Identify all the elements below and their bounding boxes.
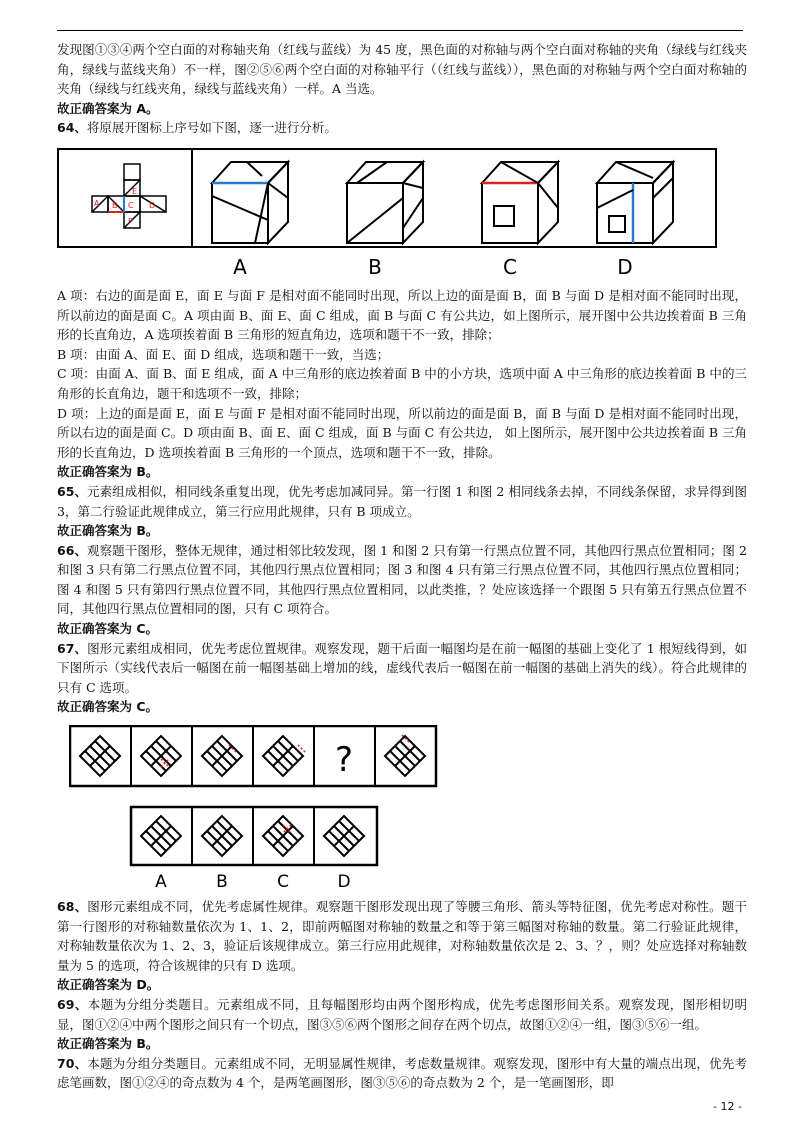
net-label-a: A <box>94 198 100 208</box>
q65-answer: 故正确答案为 B。 <box>57 523 159 539</box>
q64-answer: 故正确答案为 B。 <box>57 464 159 480</box>
cube-label-a: A <box>233 254 247 279</box>
q65-explanation: 65、元素组成相似，相同线条重复出现，优先考虑加减同异。第一行图 1 和图 2 相同线条去掉，不同线条保留，求异得到图 3，第二行验证此规律成立，第三行应用此规律，只有 B 项成立。 <box>57 483 747 519</box>
q63-answer: 故正确答案为 A。 <box>57 100 159 116</box>
q67-option-c-figure <box>263 816 303 856</box>
cube-label-d: D <box>617 254 633 279</box>
cube-label-b: B <box>368 254 382 279</box>
net-label-e: E <box>132 186 138 196</box>
q67-label-b: B <box>216 872 228 892</box>
q67-label-c: C <box>277 872 289 892</box>
q64-option-b-analysis: B 项：由面 A、面 E、面 D 组成，选项和题干一致，当选； <box>57 346 390 362</box>
cube-label-c: C <box>503 254 517 279</box>
q63-explanation: 发现图①③④两个空白面的对称轴夹角（红线与蓝线）为 45 度，黑色面的对称轴与两个空白面对称轴的夹角（绿线与红线夹角，绿线与蓝线夹角）不一样，图②⑤⑥两个空白面的对称轴平行（（红线与蓝线）），黑色面的对称轴与两个空白面对称轴的夹角（绿线与红线夹角，绿线与蓝线夹角）一样。A 当选。 <box>57 42 747 97</box>
cube-option-d <box>597 162 673 243</box>
net-label-b: B <box>112 200 118 210</box>
q67-option-b-figure <box>202 816 242 856</box>
q69-answer: 故正确答案为 B。 <box>57 1036 159 1052</box>
circled-numbers-a: ①③④ <box>94 42 133 57</box>
page-number: - 12 - <box>713 1100 742 1113</box>
q67-question-mark: ? <box>334 740 354 781</box>
q67-stem-figure-3 <box>202 736 242 776</box>
q64-option-a-analysis: A 项：右边的面是面 E，面 E 与面 F 是相对面不能同时出现，所以上边的面是面 B，面 B 与面 D 是相对面不能同时出现，所以前边的面是面 C。A 项由面 B、面 E、面 C 组成，面 B 与面 C 有公共边，如上图所示，展开图中公共边挨着面 B 三角形的长直角边，A 选项挨着面 B 三角形的短直角边，选项和题干不一致，排除； <box>57 287 747 343</box>
header-rule <box>57 30 743 31</box>
q67-label-a: A <box>155 872 167 892</box>
q68-answer: 故正确答案为 D。 <box>57 977 160 993</box>
q67-option-d-figure <box>324 816 364 856</box>
net-label-d: D <box>149 200 156 210</box>
q69-explanation: 69、本题为分组分类题目。元素组成不同，且每幅图形均由两个图形构成，优先考虑图形间关系。观察发现，图形相切明显，图①②④中两个图形之间只有一个切点，图③⑤⑥两个图形之间存在两个切点，故图①②④一组，图③⑤⑥一组。 <box>57 997 747 1032</box>
q67-option-a-figure <box>141 816 181 856</box>
q64-option-c-analysis: C 项：由面 A、面 B、面 E 组成，面 A 中三角形的底边挨着面 B 中的小方块，选项中面 A 中三角形的底边挨着面 B 中的三角形的长直角边，题干和选项不一致，排除； <box>57 366 747 401</box>
q70-explanation: 70、本题为分组分类题目。元素组成不同，无明显属性规律，考虑数量规律。观察发现，图形中有大量的端点出现，优先考虑笔画数，图①②④的奇点数为 4 个，是两笔画图形，图③⑤⑥的奇点数为 2 个，是一笔画图形，即 <box>57 1055 747 1091</box>
q67-figure <box>69 725 449 891</box>
cube-option-c <box>482 162 558 243</box>
cube-option-a <box>212 162 288 243</box>
q64-option-d-analysis: D 项：上边的面是面 E，面 E 与面 F 是相对面不能同时出现，所以前边的面是面 B，面 B 与面 D 是相对面不能同时出现，所以右边的面是面 C。D 项由面 B、面 E、面 C 组成，面 B 与面 C 有公共边， 如上图所示，展开图中公共边挨着面 B 三角形的长直角边，D 选项挨着面 B 三角形的一个顶点，选项和题干不一致，排除。 <box>57 405 747 460</box>
net-label-f: F <box>128 216 133 226</box>
q66-explanation: 66、观察题干图形，整体无规律，通过相邻比较发现，图 1 和图 2 只有第一行黑点位置不同，其他四行黑点位置相同；图 2 和图 3 只有第二行黑点位置不同，其他四行黑点位置相同；图 3 和图 4 只有第三行黑点位置不同，其他四行黑点位置相同；图 4 和图 5 只有第四行黑点位置不同，其他四行黑点位置相同，以此类推，？处应该选择一个跟图 5 只有第五行黑点位置不同，其他四行黑点位置相同的图，只有 C 项符合。 <box>57 542 747 617</box>
net-label-c: C <box>128 200 134 210</box>
q67-stem-figure-1 <box>80 736 120 776</box>
q67-label-d: D <box>337 872 351 892</box>
circled-numbers-b: ②⑤⑥ <box>246 61 285 77</box>
q66-answer: 故正确答案为 C。 <box>57 621 159 637</box>
q64-intro: 64、将原展开图标上序号如下图，逐一进行分析。 <box>57 120 337 136</box>
q68-explanation: 68、图形元素组成不同，优先考虑属性规律。观察题干图形发现出现了等腰三角形、箭头等特征图，优先考虑对称性。题干第一行图形的对称轴数量依次为 1、1、2，即前两幅图对称轴的数量之和等于第三幅图对称轴的数量。第二行验证此规律，对称轴数量依次为 1、2、3，验证后该规律成立。第三行应用此规律，对称轴数量依次是 2、3、？，则？处应选择对称轴数量为 5 的选项，符合该规律的只有 D 选项。 <box>57 899 747 973</box>
page-body <box>57 40 747 1093</box>
q67-explanation: 67、图形元素组成相同，优先考虑位置规律。观察发现，题干后面一幅图均是在前一幅图的基础上变化了 1 根短线得到，如下图所示（实线代表后一幅图在前一幅图基础上增加的线，虚线代表后一幅图在前一幅图的基础上消失的线）。符合此规律的只有 C 选项。 <box>57 640 747 695</box>
q67-stem-figure-6 <box>385 736 425 776</box>
q64-figure <box>57 148 717 280</box>
q67-stem-figure-2 <box>141 736 181 776</box>
q67-answer: 故正确答案为 C。 <box>57 699 159 715</box>
cube-option-b <box>347 162 423 243</box>
q67-stem-figure-4 <box>263 736 303 776</box>
